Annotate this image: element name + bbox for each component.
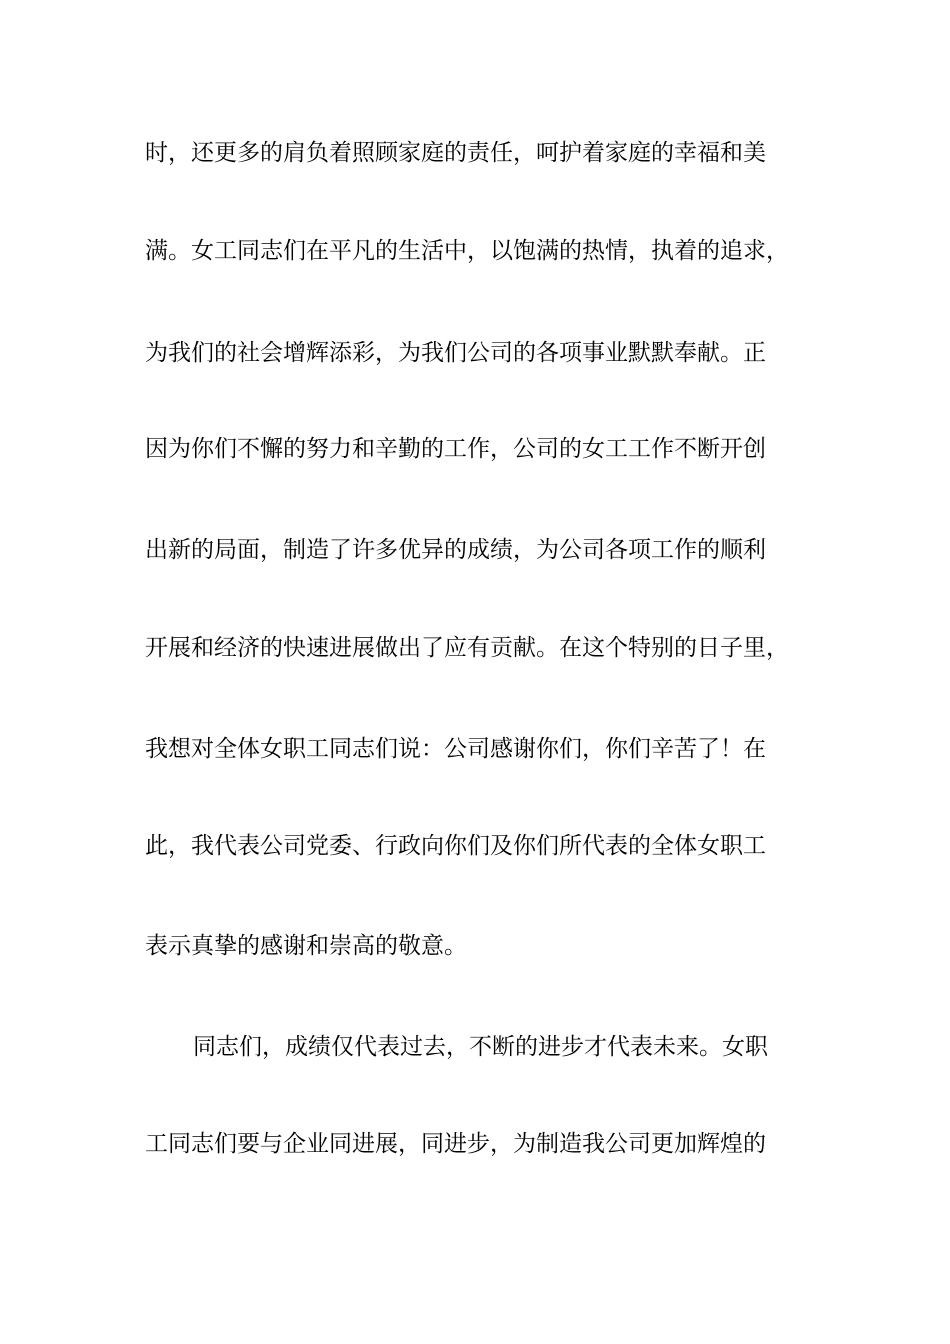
text-line: 时，还更多的肩负着照顾家庭的责任，呵护着家庭的幸福和美 (145, 140, 766, 166)
text-line-paragraph-start: 同志们，成绩仅代表过去，不断的进步才代表未来。女职 (193, 1034, 768, 1060)
text-line: 满。女工同志们在平凡的生活中，以饱满的热情，执着的追求， (145, 238, 789, 264)
text-line: 我想对全体女职工同志们说：公司感谢你们，你们辛苦了！在 (145, 736, 766, 762)
text-line: 开展和经济的快速进展做出了应有贡献。在这个特别的日子里， (145, 635, 789, 661)
text-line: 因为你们不懈的努力和辛勤的工作，公司的女工工作不断开创 (145, 436, 766, 462)
text-line: 工同志们要与企业同进展，同进步，为制造我公司更加辉煌的 (145, 1131, 766, 1157)
text-line: 为我们的社会增辉添彩，为我们公司的各项事业默默奉献。正 (145, 340, 766, 366)
text-line: 此，我代表公司党委、行政向你们及你们所代表的全体女职工 (145, 833, 766, 859)
text-line: 表示真挚的感谢和崇高的敬意。 (145, 933, 467, 959)
text-line: 出新的局面，制造了许多优异的成绩，为公司各项工作的顺利 (145, 537, 766, 563)
